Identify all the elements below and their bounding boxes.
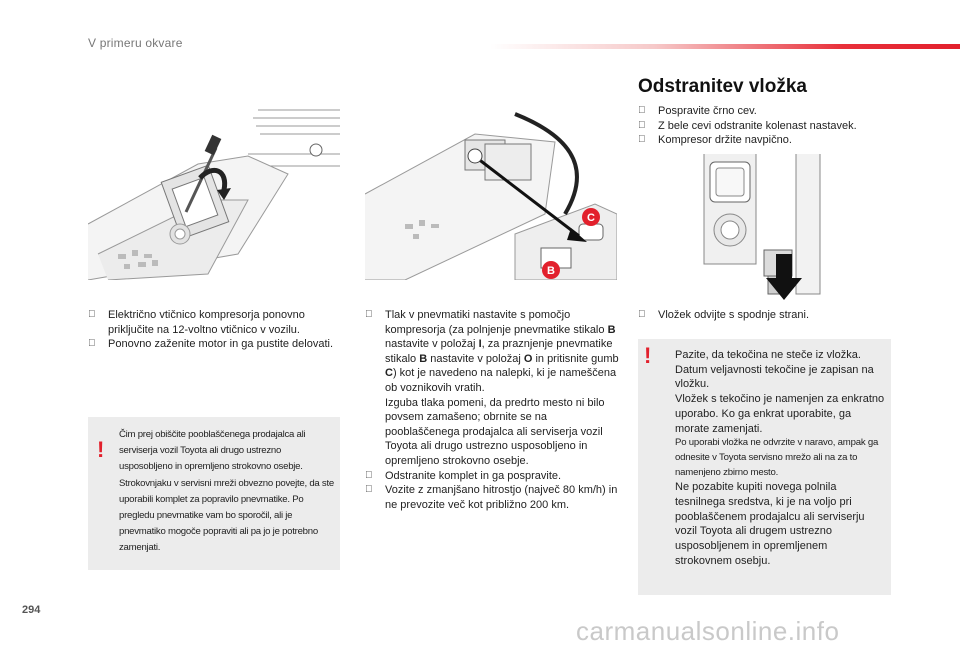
list-item: Z bele cevi odstranite kolenast nastavek. <box>658 119 857 132</box>
col3-mid-bullet-list <box>638 308 892 323</box>
warning-note-cartridge <box>638 339 891 595</box>
warning-note-text: Čim prej obiščite pooblaščenega prodajalca ali serviserja vozil Toyota ali drugo ustrezno usposobljeno in opremljeno strokovno osebje. Strokovnjaku v servisni mreži obvezno povejte, da ste uporabili komplet za popravilo pnevmatike. Po pregledu pnevmatike vam bo sporočil, ali je pnevmatiko mogoče popraviti ali pa jo je potrebno zamenjati. <box>119 429 334 554</box>
section-title: V primeru okvare <box>88 36 183 50</box>
warning-note-text <box>675 348 887 569</box>
col2-bullet-list <box>365 308 619 512</box>
figure-compressor-socket <box>88 104 340 280</box>
list-item: Vložek odvijte s spodnje strani. <box>658 309 810 321</box>
page-number: 294 <box>22 604 41 616</box>
note-paragraph: Pazite, da tekočina ne steče iz vložka. Datum veljavnosti tekočine je zapisan na vložku. <box>675 349 874 391</box>
list-item: Ponovno zaženite motor in ga pustite delovati. <box>108 338 334 351</box>
list-item: Pospravite črno cev. <box>658 105 757 117</box>
note-paragraph: Vložek s tekočino je namenjen za enkratno uporabo. Ko ga enkrat uporabite, ga morate zamenjati. <box>675 393 885 435</box>
warning-note-service <box>88 417 340 570</box>
header-accent-bar <box>490 44 960 49</box>
col3-top-bullet-list <box>638 104 892 148</box>
figure-compressor-controls <box>365 104 617 280</box>
note-paragraph: Po uporabi vložka ne odvrzite v naravo, ampak ga odnesite v Toyota servisno mrežo ali na za to namenjeno zbirno mesto. <box>675 437 879 478</box>
list-item: Električno vtičnico kompresorja ponovno priključite na 12-voltno vtičnico v vozilu. <box>108 309 305 336</box>
watermark: carmanualsonline.info <box>576 616 840 646</box>
label-b: B <box>547 265 555 277</box>
figure-cartridge-removal <box>696 154 828 302</box>
list-item: Vozite z zmanjšano hitrostjo (največ 80 km/h) in ne prevozite več kot približno 200 km. <box>385 484 618 511</box>
label-c: C <box>587 212 595 224</box>
warning-exclamation-icon: ! <box>644 343 652 368</box>
list-item: Odstranite komplet in ga pospravite. <box>385 469 562 482</box>
warning-exclamation-icon: ! <box>97 437 105 462</box>
note-paragraph: Ne pozabite kupiti novega polnila tesnilnega sredstva, ki je na voljo pri pooblaščenem prodajalcu ali serviserju vozil Toyota ali drugem ustrezno usposobljenem in opremljenem strokovnem osebju. <box>675 481 865 567</box>
col1-bullet-list <box>88 308 340 352</box>
section-heading: Odstranitev vložka <box>638 76 807 97</box>
list-item: Kompresor držite navpično. <box>658 134 792 147</box>
list-item: Tlak v pnevmatiki nastavite s pomočjo kompresorja (za polnjenje pnevmatike stikalo B nastavite v položaj I, za praznjenje pnevmatike stikalo B nastavite v položaj O in pritisnite gumb C) kot je navedeno na nalepki, ki je nameščena ob voznikovih vratih. Izguba tlaka pomeni, da predrto mesto ni bilo povsem zamašeno; obrnite se na pooblaščenega prodajalca ali serviserja vozil Toyota ali drugo ustrezno usposobljeno in opremljeno strokovno osebje. <box>385 309 619 467</box>
